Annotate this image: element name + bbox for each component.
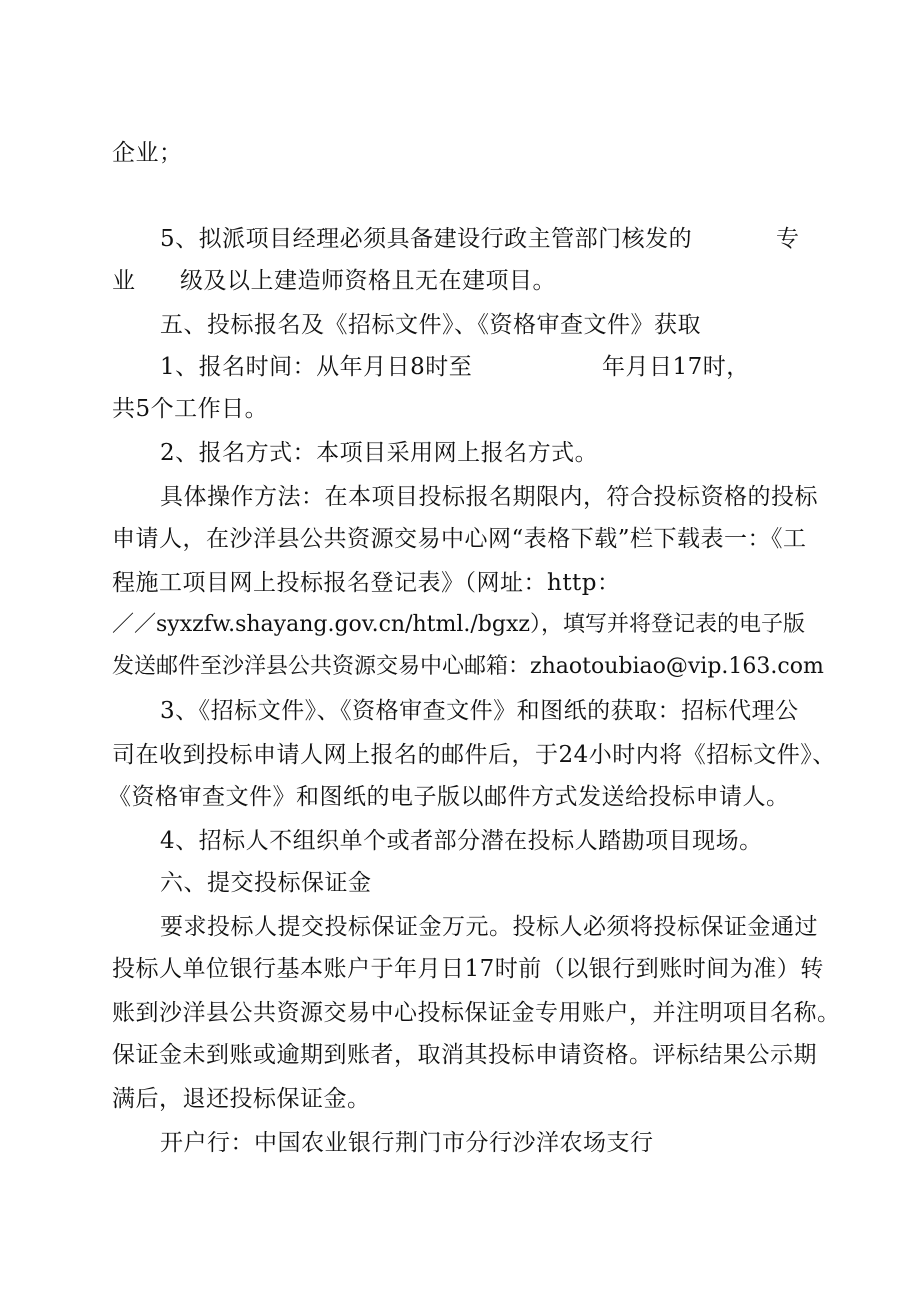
text-line: 保证金未到账或逾期到账者，取消其投标申请资格。评标结果公示期 [112,1042,817,1068]
text-line: 专 [776,226,800,252]
text-line: 开户行：中国农业银行荆门市分行沙洋农场支行 [160,1130,654,1156]
text-line: 申请人，在沙洋县公共资源交易中心网“表格下载”栏下载表一：《工 [112,526,807,552]
text-line: 4、招标人不组织单个或者部分潜在投标人踏勘项目现场。 [160,828,763,854]
text-line: 投标人单位银行基本账户于年月日17时前（以银行到账时间为准）转 [112,956,824,982]
text-line: 《资格审查文件》和图纸的电子版以邮件方式发送给投标申请人。 [108,784,790,810]
text-line: 2、报名方式：本项目采用网上报名方式。 [160,440,599,466]
text-line: 程施工项目网上投标报名登记表》（网址：http： [112,570,621,596]
text-line: 账到沙洋县公共资源交易中心投标保证金专用账户，并注明项目名称。 [112,1000,841,1026]
text-line: 年月日17时， [602,354,750,380]
text-line: 满后，退还投标保证金。 [112,1086,371,1112]
text-line: 5、拟派项目经理必须具备建设行政主管部门核发的 [160,226,693,252]
text-line: 1、报名时间：从年月日8时至 [160,354,473,380]
text-line: 发送邮件至沙洋县公共资源交易中心邮箱：zhaotoubiao@vip.163.com [112,654,824,679]
text-line: 要求投标人提交投标保证金万元。投标人必须将投标保证金通过 [160,914,818,940]
text-line: 业 [112,268,136,294]
section-heading: 六、提交投标保证金 [160,870,372,896]
text-line: 企业； [112,140,183,166]
text-line: ／／syxzfw.shayang.gov.cn/html./bgxz），填写并将登记表的电子版 [112,612,805,637]
text-line: 具体操作方法：在本项目投标报名期限内，符合投标资格的投标 [160,484,818,510]
text-line: 司在收到投标申请人网上报名的邮件后，于24小时内将《招标文件》、 [112,742,836,768]
section-heading: 五、投标报名及《招标文件》、《资格审查文件》获取 [160,312,701,338]
text-line: 3、《招标文件》、《资格审查文件》和图纸的获取：招标代理公 [160,698,799,724]
text-line: 共5个工作日。 [112,396,269,422]
text-line: 级及以上建造师资格且无在建项目。 [180,268,556,294]
